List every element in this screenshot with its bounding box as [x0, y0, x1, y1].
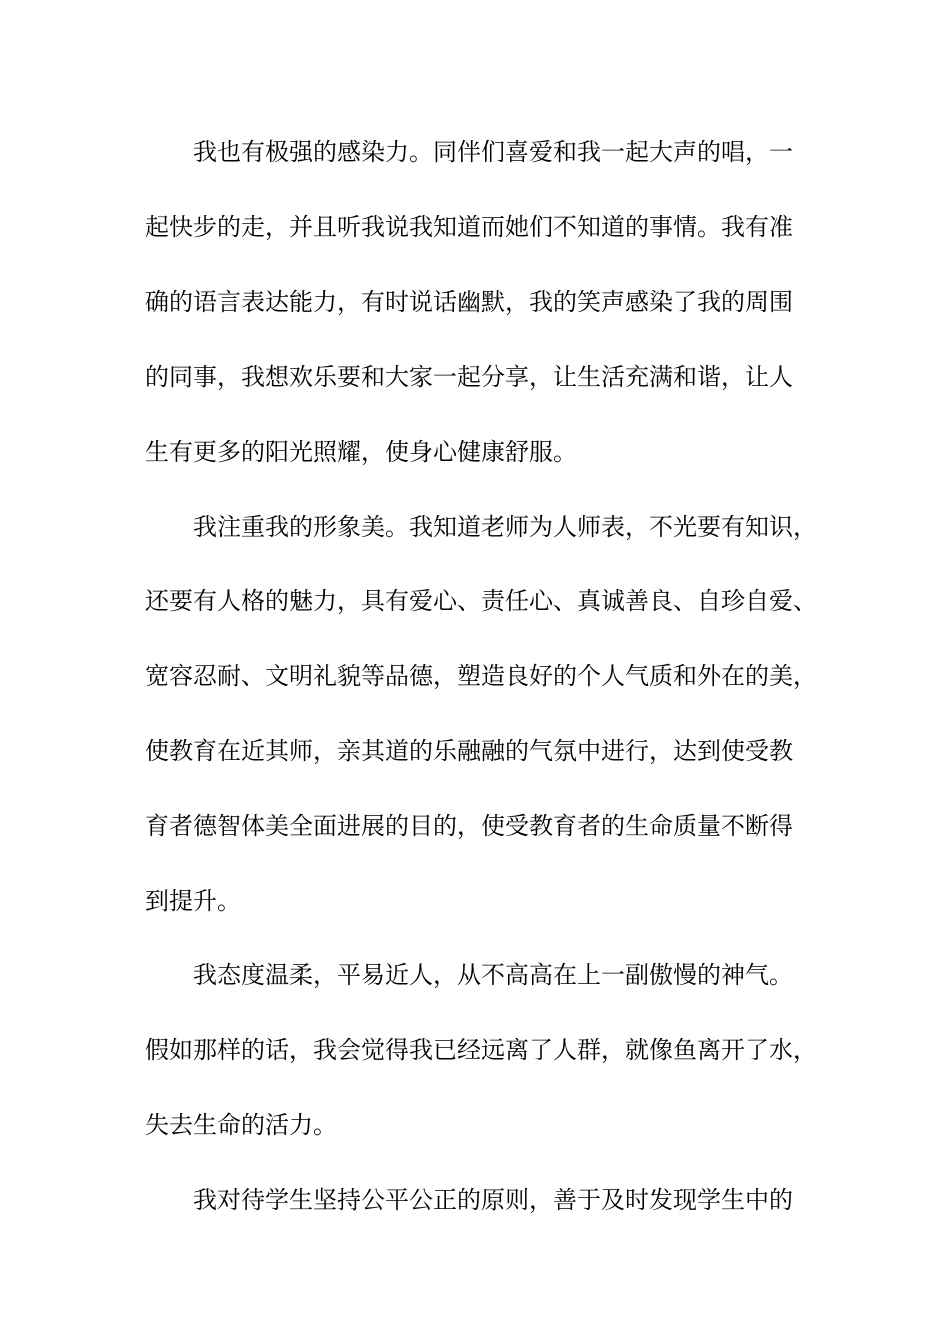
paragraph-2-line-4: 使教育在近其师，亲其道的乐融融的气氛中进行，达到使受教: [145, 737, 793, 765]
paragraph-3-line-3: 失去生命的活力。: [145, 1111, 337, 1139]
paragraph-3-line-1: 我态度温柔，平易近人，从不高高在上一副傲慢的神气。: [193, 961, 793, 989]
paragraph-1-line-2: 起快步的走，并且听我说我知道而她们不知道的事情。我有准: [145, 213, 793, 241]
paragraph-2-line-2: 还要有人格的魅力，具有爱心、责任心、真诚善良、自珍自爱、: [145, 587, 817, 615]
paragraph-2-line-3: 宽容忍耐、文明礼貌等品德，塑造良好的个人气质和外在的美，: [145, 662, 817, 690]
paragraph-4-line-1: 我对待学生坚持公平公正的原则，善于及时发现学生中的: [193, 1186, 793, 1214]
paragraph-3-line-2: 假如那样的话，我会觉得我已经远离了人群，就像鱼离开了水，: [145, 1036, 817, 1064]
paragraph-1-line-1: 我也有极强的感染力。同伴们喜爱和我一起大声的唱，一: [193, 138, 793, 166]
paragraph-2-line-1: 我注重我的形象美。我知道老师为人师表，不光要有知识，: [193, 513, 817, 541]
paragraph-2-line-5: 育者德智体美全面进展的目的，使受教育者的生命质量不断得: [145, 812, 793, 840]
paragraph-1-line-5: 生有更多的阳光照耀，使身心健康舒服。: [145, 438, 577, 466]
paragraph-1-line-4: 的同事，我想欢乐要和大家一起分享，让生活充满和谐，让人: [145, 363, 793, 391]
paragraph-1-line-3: 确的语言表达能力，有时说话幽默，我的笑声感染了我的周围: [145, 288, 793, 316]
paragraph-2-line-6: 到提升。: [145, 887, 241, 915]
